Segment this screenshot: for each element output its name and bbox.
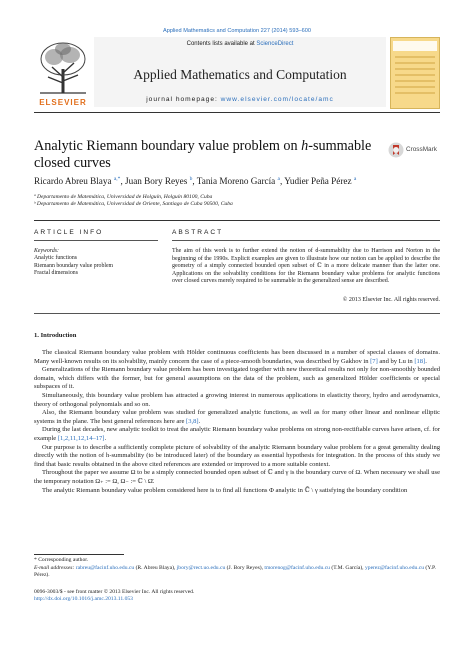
- homepage-prefix: journal homepage:: [146, 96, 221, 103]
- crossmark-label: CrossMark: [406, 146, 437, 153]
- author-separator: ,: [192, 176, 197, 187]
- citation-link[interactable]: [18]: [414, 357, 426, 365]
- footnote-rule: [34, 554, 124, 555]
- affiliation-a: ª Departamento de Matemática, Universidad de Holguín, Holguín 80100, Cuba: [34, 194, 213, 200]
- header-rule: [34, 112, 440, 113]
- abstract-heading: ABSTRACT: [172, 229, 224, 236]
- introduction-body: [34, 349, 440, 495]
- email-owner: (Y.P. Pérez).: [34, 565, 436, 579]
- author-separator: ,: [279, 176, 285, 187]
- author-separator: ,: [120, 176, 126, 187]
- email-owner: (J. Bory Reyes),: [225, 565, 265, 571]
- abstract-rule: [172, 240, 440, 241]
- affiliation-b: ᵇ Departamento de Matemática, Universidad de Oriente, Santiago de Cuba 90500, Cuba: [34, 201, 233, 207]
- paragraph-text: .: [425, 357, 427, 365]
- paragraph-text: .: [104, 434, 107, 442]
- publisher-name: ELSEVIER: [39, 98, 87, 107]
- journal-title: Applied Mathematics and Computation: [133, 67, 347, 82]
- journal-header-band: [94, 37, 386, 107]
- homepage-line: [94, 96, 386, 103]
- email-link[interactable]: jbory@rect.uo.edu.cu: [176, 565, 226, 571]
- author-affil-sup[interactable]: a,*: [113, 176, 121, 182]
- paper-title: [34, 138, 374, 172]
- paragraph: [34, 426, 440, 443]
- corresponding-author-note: * Corresponding author.: [34, 557, 89, 563]
- sciencedirect-link[interactable]: ScienceDirect: [256, 41, 294, 47]
- paragraph: Throughout the paper we assume Ω to be a simply connected bounded open subset of ℂ and γ is the boundary curve of Ω. When necessary we shall use the temporary notation Ω₊ := Ω, Ω₋ := ℂ \ Ω̄.: [34, 469, 440, 485]
- email-link[interactable]: tmorenog@facinf.uho.edu.cu: [264, 565, 330, 571]
- email-link[interactable]: yperez@facinf.uho.edu.cu: [364, 565, 425, 571]
- keyword-item: Analytic functions: [34, 255, 77, 262]
- title-part-1: Analytic Riemann boundary value problem on: [34, 138, 302, 154]
- paragraph: Our purpose is to describe a sufficiently complete picture of solvability of the analytic Riemann boundary value problem for a great generality dealing directly with the notion of h-summability (to be introduced later) of the boundary as essential hypothesis for integration. In the process of this study we find that basic results obtained in the above cited references are extended or improved to a more suitable context.: [34, 443, 440, 468]
- homepage-link[interactable]: www.elsevier.com/locate/amc: [220, 96, 334, 103]
- cover-pattern: [395, 56, 435, 100]
- email-owner: (R. Abreu Blaya),: [134, 565, 177, 571]
- paragraph: [34, 409, 440, 426]
- journal-cover-thumbnail[interactable]: [390, 37, 440, 109]
- cover-title-strip: [393, 41, 437, 51]
- title-italic: h: [301, 138, 309, 154]
- email-addresses: [34, 565, 440, 579]
- keywords-block: [34, 248, 158, 278]
- author-list: [34, 176, 440, 186]
- paragraph: [34, 349, 440, 366]
- elsevier-tree-logo: [34, 37, 92, 107]
- issn-line: 0096-3003/$ - see front matter © 2013 Elsevier Inc. All rights reserved.: [34, 589, 195, 595]
- crossmark-badge[interactable]: [388, 142, 446, 160]
- crossmark-icon: [388, 142, 404, 158]
- section-heading-introduction: 1. Introduction: [34, 332, 77, 339]
- author-name: Tania Moreno García: [196, 176, 276, 187]
- citation-link[interactable]: [3,8]: [186, 417, 199, 425]
- title-part-2: -summable closed curves: [34, 138, 372, 171]
- paragraph: Generalizations of the Riemann boundary value problem has been investigated together with new theoretical results not only for non-smoothly bounded domain, which differs with the former, but for general assumptions on the data of the problem, such as generalized Hölder coefficients or special subspaces of it.: [34, 366, 440, 391]
- abstract-text: The aim of this work is to further extend the notion of d-summability due to Harrison and Norton in the beginning of the 1990s. Explicit examples are given to illustrate how our notion can be applied to describe the geometry of a simply connected bounded open subset of ℂ in a more delicate manner than the latter one. Applications on the solvability conditions for the Riemann boundary value problems for analytic functions over closed curves merely required to be summable in the generalized sense are described.: [172, 248, 440, 285]
- abstract-copyright: © 2013 Elsevier Inc. All rights reserved.: [342, 297, 440, 303]
- journal-reference[interactable]: Applied Mathematics and Computation 227 (2014) 593–600: [162, 28, 312, 34]
- email-link[interactable]: rabreu@facinf.uho.edu.cu: [75, 565, 135, 571]
- keyword-item: Fractal dimensions: [34, 270, 78, 277]
- paragraph: Simultaneously, this boundary value problem has attracted a growing interest in numerous applications in elasticity theory, hydro and aerodynamics, theory of orthogonal polynomials and so on.: [34, 391, 440, 408]
- author-affil-sup[interactable]: a: [353, 176, 357, 182]
- author-rule: [34, 220, 440, 221]
- citation-link[interactable]: [1,2,11,12,14–17]: [57, 434, 105, 442]
- author-name: Yudier Peña Pérez: [284, 176, 352, 187]
- email-label: E-mail addresses:: [34, 565, 76, 571]
- paragraph-text: During the last decades, new analytic toolkit to treat the analytic Riemann boundary value problems on strong non-rectifiable curves have arisen, cf. for example: [34, 426, 440, 442]
- masthead: [34, 37, 440, 109]
- article-info-rule: [34, 240, 158, 241]
- email-owner: (T.M. García),: [329, 565, 365, 571]
- paragraph-text: Also, the Riemann boundary value problem was studied for generalized analytic functions, as well as for many other linear and nonlinear elliptic systems in the plane. The best general references here are: [34, 409, 440, 425]
- paragraph-text: and by Lu in: [377, 357, 415, 365]
- paragraph-text: .: [198, 417, 201, 425]
- author-name: Ricardo Abreu Blaya: [34, 176, 112, 187]
- paragraph-text: The classical Riemann boundary value problem with Hölder continuous coefficients has been discussed in a number of special classes of domains. Many well-known results on its solvability, mainly concern the case of a piece-smooth boundaries, was described by Gakhov in: [34, 349, 440, 365]
- keyword-item: Riemann boundary value problem: [34, 262, 114, 269]
- abstract-bottom-rule: [34, 313, 440, 314]
- paragraph: The analytic Riemann boundary value problem considered here is to find all functions Φ analytic in ℂ̄ \ γ satisfying the boundary condition: [42, 486, 408, 494]
- article-info-heading: ARTICLE INFO: [34, 229, 104, 236]
- contents-line: [94, 41, 386, 47]
- doi-link[interactable]: http://dx.doi.org/10.1016/j.amc.2013.11.053: [34, 596, 133, 603]
- author-affil-sup[interactable]: a: [277, 176, 280, 182]
- author-name: Juan Bory Reyes: [125, 176, 188, 187]
- contents-prefix: Contents lists available at: [186, 41, 257, 47]
- front-matter-info: [34, 589, 440, 603]
- author-affil-sup[interactable]: b: [189, 176, 193, 182]
- citation-link[interactable]: [7]: [370, 357, 378, 365]
- keywords-label: Keywords:: [34, 248, 59, 254]
